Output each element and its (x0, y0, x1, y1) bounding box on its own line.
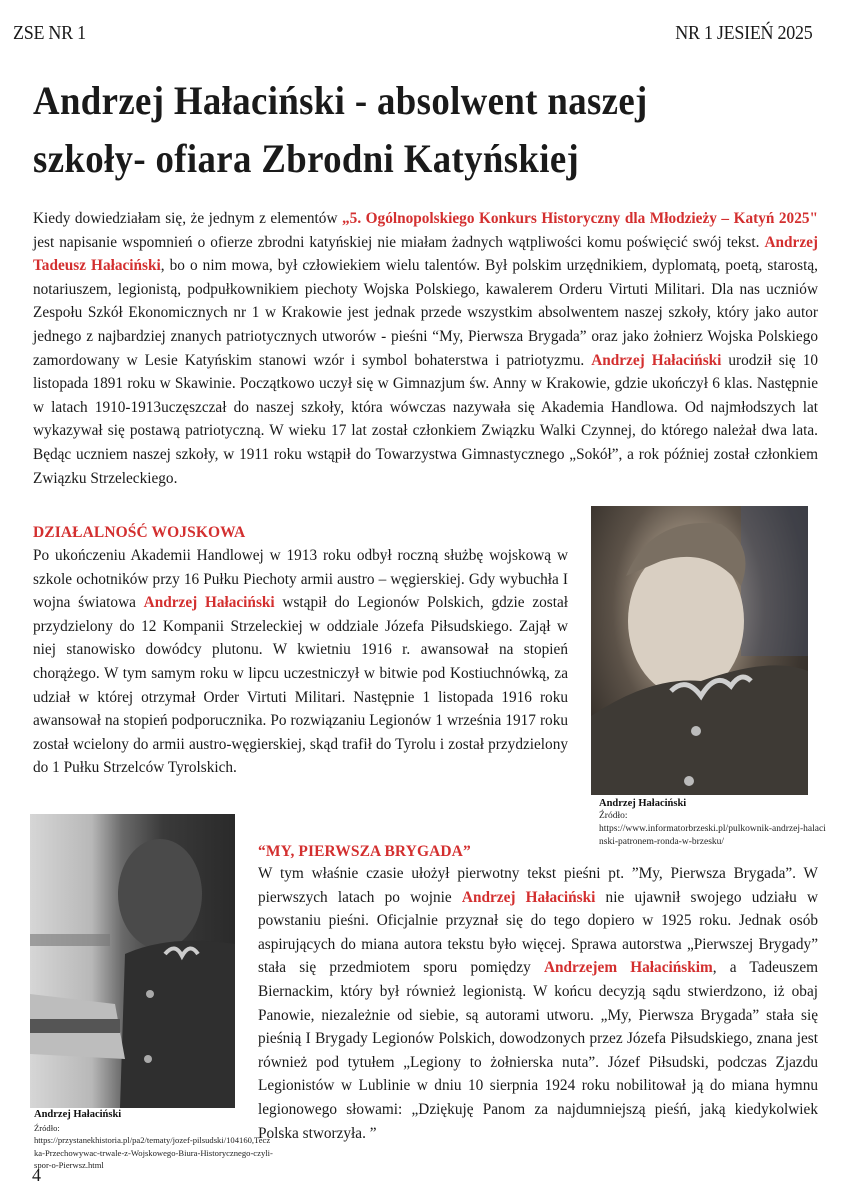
contest-name: „5. Ogólnopolskiego Konkurs Historyczny dla Młodzieży – Katyń 2025" (342, 210, 818, 227)
intro-paragraph (33, 207, 818, 490)
header-left: ZSE NR 1 (13, 22, 86, 44)
text: , bo o nim mowa, był człowiekiem wielu talentów. Był polskim urzędnikiem, dyplomatą, poetą, starostą, notariuszem, legionistą, podpułkownikiem piechoty Wojska Polskiego, kawalerem Orderu Virtuti Militari. Dla nas uczniów Zespołu Szkół Ekonomicznych nr 1 w Krakowie jest jednak przede wszystkim absolwentem naszej szkoły, który jako autor jednego z najbardziej znanych patriotycznych utworów - pieśni “My, Pierwsza Brygada” oraz jako żołnierz Wojska Polskiego zamordowany w Lesie Katyńskim stanowi wzór i symbol bohaterstwa i patriotyzmu. (33, 257, 818, 369)
portrait-illustration-icon (591, 506, 808, 795)
text: wstąpił do Legionów Polskich, gdzie został przydzielony do 12 Kompanii Strzeleckiej w oddziale Józefa Piłsudskiego. Zajął w niej stanowisko dowódcy plutonu. W kwietniu 1916 r. awansował na stopień chorążego. W tym samym roku w lipcu uczestniczył w bitwie pod Kostiuchnówką, za udział w której otrzymał Order Virtuti Militari. Następnie 1 listopada 1916 roku awansował na stopień podporucznika. Po rozwiązaniu Legionów 1 września 1917 roku został wcielony do armii austro-węgierskiej, skąd trafił do Tyrolu i został przydzielony do 1 Pułku Strzelców Tyrolskich. (33, 594, 568, 777)
page-number: 4 (32, 1165, 41, 1185)
reading-illustration-icon (30, 814, 235, 1108)
caption-name: Andrzej Hałaciński (599, 798, 687, 809)
text: W tym właśnie czasie ułożył pierwotny tekst pieśni pt. ”My, Pierwsza Brygada”. W pierwszych latach po wojnie (258, 865, 818, 906)
caption-source-url[interactable]: https://www.informatorbrzeski.pl/pulkownik-andrzej-halacinski-patronem-ronda-w-brzesku/ (599, 824, 826, 847)
section-heading-military: DZIAŁALNOŚĆ WOJSKOWA (33, 524, 246, 541)
text: Po ukończeniu Akademii Handlowej w 1913 roku odbył roczną służbę wojskową w szkole ochotników przy 16 Pułku Piechoty armii austro – węgierskiej. Gdy wybuchła I wojna światowa (33, 547, 568, 612)
article-title: Andrzej Hałaciński - absolwent naszej szkoły- ofiara Zbrodni Katyńskiej (33, 78, 648, 181)
caption-source-url[interactable]: https://przystanekhistoria.pl/pa2/tematy/jozef-pilsudski/104160,Teczka-Przechowywac-trwale-z-Wojskowego-Biura-Historycznego-czyli-spor-o-Pierwsz.html (34, 1135, 273, 1170)
reading-photo-caption (34, 1109, 274, 1172)
text: , a Tadeuszem Biernackim, który był również legionistą. W końcu decyzją sądu stwierdzono, iż obaj Panowie, niezależnie od siebie, są autorami utworu. „My, Pierwsza Brygada” stała się pieśnią I Brygady Legionów Polskich, dowodzonych przez Józefa Piłsudskiego, znana jest również pod tytułem „Legiony to żołnierska nuta”. Józef Piłsudski, podczas Zjazdu Legionistów w Lublinie w dniu 10 sierpnia 1924 roku nobilitował ją do miana hymnu legionowego słowami: „Dziękuję Panom za najdumniejszą pieśń, jaką kiedykolwiek Polska stworzyła. ” (258, 959, 819, 1142)
song-paragraph (258, 862, 818, 1145)
caption-source-label: Źródło: (34, 1122, 60, 1133)
person-name: Andrzej Hałaciński (591, 351, 722, 369)
header-right: NR 1 JESIEŃ 2025 (674, 22, 812, 44)
portrait-caption (599, 797, 829, 849)
person-name: Andrzej Hałaciński (143, 594, 275, 612)
caption-source-label: Źródło: (599, 811, 628, 821)
text: jest napisanie wspomnień o ofierze zbrodni katyńskiej nie miałam żadnych wątpliwości komu poświęcić swój tekst. (33, 233, 765, 251)
text: nie ujawnił swojego udziału w powstaniu pieśni. Oficjalnie przyznał się do tego dopiero w 1925 roku. Jednak osób aspirujących do miana autora tekstu było więcej. Sprawa autorstwa „Pierwszej Brygady” stała się przedmiotem sporu pomiędzy (258, 888, 818, 977)
person-name: Andrzej Tadeusz Hałaciński (33, 233, 818, 275)
reading-photo (30, 814, 235, 1108)
person-name: Andrzejem Hałacińskim (544, 959, 713, 977)
caption-name: Andrzej Hałaciński (34, 1109, 122, 1120)
text: urodził się 10 listopada 1891 roku w Skawinie. Początkowo uczył się w Gimnazjum św. Anny w Krakowie, gdzie ukończył 6 klas. Następnie w latach 1910-1913uczęszczał do naszej szkoły, która wówczas nazywała się Akademia Handlowa. Od najmłodszych lat wykazywał się postawą patriotyczną. W wieku 17 lat został członkiem Związku Walki Czynnej, do którego należał dwa lata. Będąc uczniem naszej szkoły, w 1911 roku wstąpił do Towarzystwa Gimnastycznego „Sokół”, a rok później został członkiem Związku Strzeleckiego. (33, 351, 818, 487)
section-heading-song: “MY, PIERWSZA BRYGADA” (258, 843, 471, 860)
person-name: Andrzej Hałaciński (461, 888, 596, 906)
text: Kiedy dowiedziałam się, że jednym z elementów (33, 210, 343, 227)
military-paragraph (33, 544, 568, 780)
portrait-photo (591, 506, 808, 795)
